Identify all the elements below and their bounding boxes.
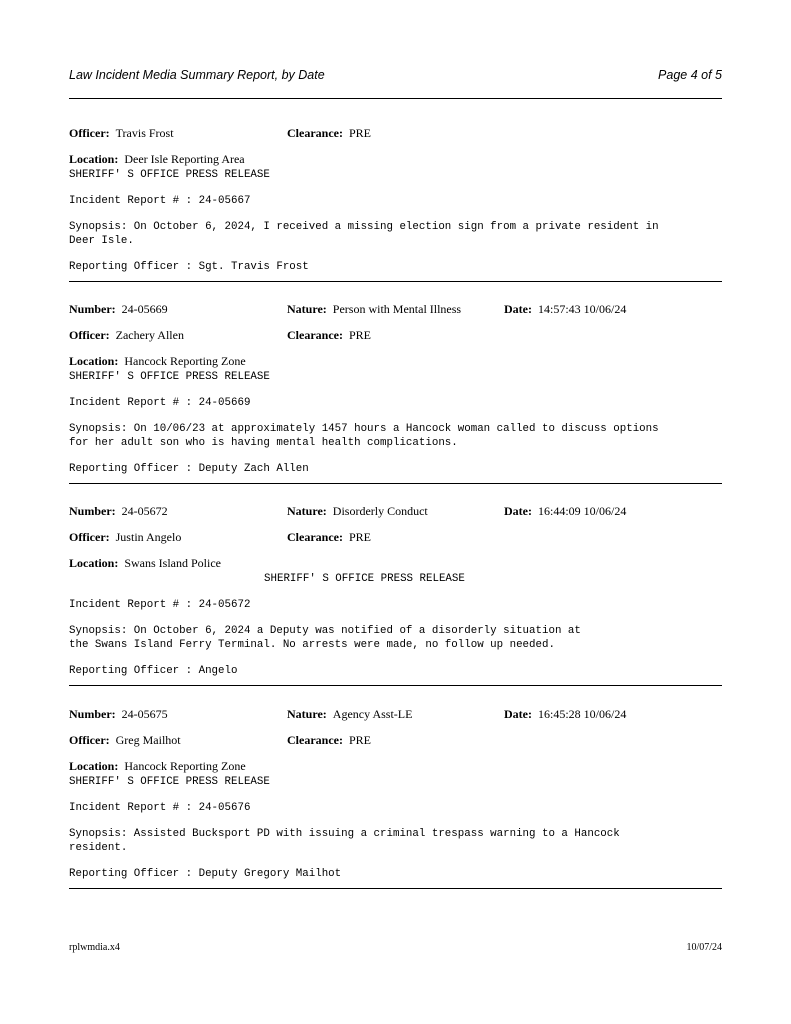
clearance-field: Clearance: PRE bbox=[287, 733, 371, 747]
page-number: Page 4 of 5 bbox=[658, 68, 722, 82]
report-title: Law Incident Media Summary Report, by Date bbox=[69, 68, 325, 82]
number-field: Number: 24-05675 bbox=[69, 707, 168, 721]
synopsis-line: resident. bbox=[69, 842, 128, 854]
press-release-line: SHERIFF' S OFFICE PRESS RELEASE bbox=[69, 371, 270, 383]
reporting-officer-line: Reporting Officer : Angelo bbox=[69, 665, 238, 677]
date-field: Date: 14:57:43 10/06/24 bbox=[504, 302, 627, 316]
nature-value: Disorderly Conduct bbox=[332, 504, 428, 518]
incident-entry bbox=[69, 504, 722, 678]
location-value: Hancock Reporting Zone bbox=[124, 759, 246, 773]
synopsis-line: Synopsis: On October 6, 2024, I received a missing election sign from a private resident in bbox=[69, 221, 659, 233]
location-value: Deer Isle Reporting Area bbox=[124, 152, 245, 166]
date-value: 14:57:43 10/06/24 bbox=[537, 302, 627, 316]
officer-field: Officer: Greg Mailhot bbox=[69, 733, 181, 747]
reporting-officer-line: Reporting Officer : Deputy Gregory Mailhot bbox=[69, 868, 342, 880]
date-field: Date: 16:45:28 10/06/24 bbox=[504, 707, 627, 721]
entry-divider bbox=[69, 483, 722, 484]
incident-entry bbox=[69, 302, 722, 476]
clearance-value: PRE bbox=[348, 733, 371, 747]
location-field: Location: Deer Isle Reporting Area bbox=[69, 152, 245, 166]
clearance-value: PRE bbox=[348, 530, 371, 544]
press-release-line: SHERIFF' S OFFICE PRESS RELEASE bbox=[69, 169, 270, 181]
number-field: Number: 24-05669 bbox=[69, 302, 168, 316]
footer-report-code: rplwmdia.x4 bbox=[69, 942, 120, 953]
page-header bbox=[69, 68, 722, 82]
entry-divider bbox=[69, 281, 722, 282]
press-release-line: SHERIFF' S OFFICE PRESS RELEASE bbox=[264, 573, 465, 585]
incident-report-line: Incident Report # : 24-05669 bbox=[69, 397, 251, 409]
location-field: Location: Hancock Reporting Zone bbox=[69, 354, 246, 368]
nature-value: Agency Asst-LE bbox=[332, 707, 413, 721]
reporting-officer-line: Reporting Officer : Sgt. Travis Frost bbox=[69, 261, 309, 273]
reporting-officer-line: Reporting Officer : Deputy Zach Allen bbox=[69, 463, 309, 475]
header-divider bbox=[69, 98, 722, 99]
press-release-line: SHERIFF' S OFFICE PRESS RELEASE bbox=[69, 776, 270, 788]
synopsis-line: Synopsis: On October 6, 2024 a Deputy was notified of a disorderly situation at bbox=[69, 625, 581, 637]
synopsis-line: Synopsis: Assisted Bucksport PD with issuing a criminal trespass warning to a Hancock bbox=[69, 828, 620, 840]
clearance-value: PRE bbox=[348, 126, 371, 140]
number-value: 24-05669 bbox=[121, 302, 168, 316]
incident-report-line: Incident Report # : 24-05672 bbox=[69, 599, 251, 611]
clearance-field: Clearance: PRE bbox=[287, 530, 371, 544]
incident-entry bbox=[69, 707, 722, 881]
officer-value: Zachery Allen bbox=[115, 328, 184, 342]
number-value: 24-05672 bbox=[121, 504, 168, 518]
location-value: Hancock Reporting Zone bbox=[124, 354, 246, 368]
officer-value: Justin Angelo bbox=[115, 530, 182, 544]
nature-value: Person with Mental Illness bbox=[332, 302, 462, 316]
nature-field: Nature: Person with Mental Illness bbox=[287, 302, 462, 316]
clearance-value: PRE bbox=[348, 328, 371, 342]
number-value: 24-05675 bbox=[121, 707, 168, 721]
location-value: Swans Island Police bbox=[124, 556, 221, 570]
officer-field: Officer: Justin Angelo bbox=[69, 530, 182, 544]
incident-report-line: Incident Report # : 24-05667 bbox=[69, 195, 251, 207]
synopsis-line: Synopsis: On 10/06/23 at approximately 1457 hours a Hancock woman called to discuss options bbox=[69, 423, 659, 435]
entry-divider bbox=[69, 685, 722, 686]
officer-value: Travis Frost bbox=[115, 126, 174, 140]
date-value: 16:44:09 10/06/24 bbox=[537, 504, 627, 518]
date-field: Date: 16:44:09 10/06/24 bbox=[504, 504, 627, 518]
officer-value: Greg Mailhot bbox=[115, 733, 181, 747]
nature-field: Nature: Agency Asst-LE bbox=[287, 707, 413, 721]
officer-field: Officer: Zachery Allen bbox=[69, 328, 184, 342]
entry-divider bbox=[69, 888, 722, 889]
number-field: Number: 24-05672 bbox=[69, 504, 168, 518]
synopsis-line: the Swans Island Ferry Terminal. No arrests were made, no follow up needed. bbox=[69, 639, 555, 651]
officer-field: Officer: Travis Frost bbox=[69, 126, 174, 140]
incident-entry bbox=[69, 126, 722, 274]
footer-date: 10/07/24 bbox=[686, 942, 722, 953]
synopsis-line: for her adult son who is having mental health complications. bbox=[69, 437, 458, 449]
nature-field: Nature: Disorderly Conduct bbox=[287, 504, 428, 518]
date-value: 16:45:28 10/06/24 bbox=[537, 707, 627, 721]
incident-report-line: Incident Report # : 24-05676 bbox=[69, 802, 251, 814]
clearance-field: Clearance: PRE bbox=[287, 328, 371, 342]
location-field: Location: Swans Island Police bbox=[69, 556, 221, 570]
clearance-field: Clearance: PRE bbox=[287, 126, 371, 140]
synopsis-line: Deer Isle. bbox=[69, 235, 134, 247]
location-field: Location: Hancock Reporting Zone bbox=[69, 759, 246, 773]
